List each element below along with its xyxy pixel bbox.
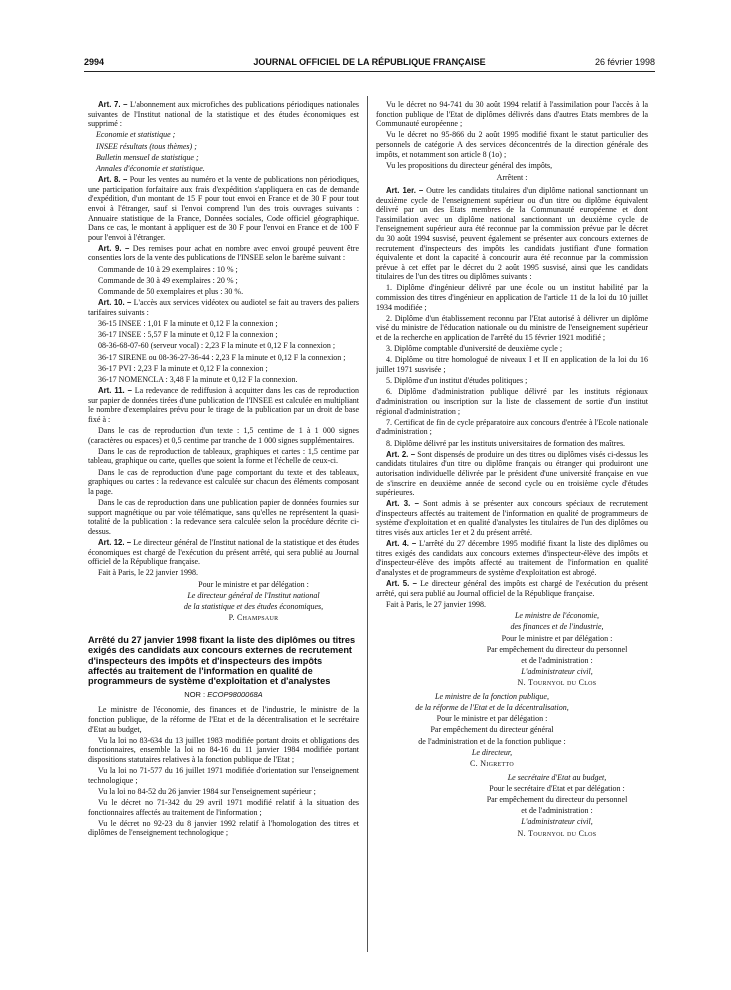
list-item: INSEE résultats (tous thèmes) ; [96,141,197,151]
list-item: 7. Certificat de fin de cycle préparatoire aux concours d'entrée à l'Ecole nationale d'administration ; [376,417,648,437]
left-column [88,100,359,960]
article-4: Art. 4. – L'arrêté du 27 décembre 1995 modifié fixant la liste des diplômes ou titres exigés des candidats aux concours externes d'inspecteur-élève des impôts et d'inspecteur-élève des impôts affecté au traitement de l'information en qualité d'analystes et de programmeurs de système d'exploitation est abrogé. [376,539,648,578]
visa: Vu le décret no 92-23 du 8 janvier 1992 relatif à l'homologation des titres et diplômes de l'enseignement technologique ; [88,818,359,838]
signature-line: Par empêchement du directeur du personnel [486,795,628,804]
header-rule [84,71,655,72]
article-10: Art. 10. – L'accès aux services vidéotex ou audiotel se fait au travers des paliers tarifaires suivants : [88,298,359,317]
article-label: Art. 2. – [386,449,416,459]
list-item: Economie et statistique ; [96,130,176,140]
article-label: Art. 12. – [98,538,132,547]
list-item: Bulletin mensuel de statistique ; [96,152,199,162]
page-header [84,57,655,71]
signature-block-economy [376,611,648,688]
visa: Vu la loi no 71-577 du 16 juillet 1971 modifiée d'orientation sur l'enseignement technologique ; [88,766,359,785]
list-item: 3. Diplôme comptable d'université de deuxième cycle ; [386,344,563,354]
article-label: Art. 11. – [98,386,132,396]
signature-line: de l'administration et de la fonction publique : [418,736,566,746]
list-item: 36-17 SIRENE ou 08-36-27-36-44 : 2,23 F la minute et 0,12 F la connexion ; [98,352,346,362]
preamble: Le ministre de l'économie, des finances et de l'industrie, le ministre de la fonction publique, de la réforme de l'Etat et de la décentralisation et le secrétaire d'Etat au budget, [88,705,359,734]
list-item: 08-36-68-07-60 (serveur vocal) : 2,23 F la minute et 0,12 F la connexion ; [98,341,336,351]
article-label: Art. 10. – [98,298,132,308]
issue-date: 26 février 1998 [594,57,655,67]
article-7: Art. 7. – L'abonnement aux microfiches des publications périodiques nationales suivantes de l'Institut national de la statistique et des études économiques est supprimé : [88,100,359,129]
paragraph: Dans le cas de reproduction dans une publication papier de données fournies sur support magnétique ou par voie télématique, sans qu'elles ne représentent la quasi-totalité de la publication : la redevance sera calculée selon la procédure décrite ci-dessus. [88,498,359,536]
list-item: 6. Diplôme d'administration publique délivré par les instituts régionaux d'administration ou inscription sur la liste de classement de sortie d'un institut régional d'administration ; [376,387,648,416]
signature-line: Le ministre de l'économie, [514,611,600,621]
signature-line: des finances et de l'industrie, [510,622,604,632]
paragraph: Dans le cas de reproduction d'un texte : 1,5 centime de 1 à 1 000 signes (caractères ou espaces) et 0,5 centime par tranche de 1 000 signes supplémentaires. [88,426,359,445]
paragraph: Dans le cas de reproduction d'une page comportant du texte et des tableaux, graphiques ou cartes : la redevance est calculée sur chacun des éléments composant la page. [88,467,359,496]
paragraph: Dans le cas de reproduction de tableaux, graphiques et cartes : 1,5 centime par tableau, graphique ou carte, quelles que soient la forme et l'échelle de ceux-ci. [88,446,359,466]
article-label: Art. 9. – [98,243,130,253]
article-label: Art. 3. – [386,499,419,509]
signatory-name: N. Tournyol du Clos [517,678,597,688]
list-item: 8. Diplôme délivré par les instituts universitaires de formation des maîtres. [386,438,626,448]
visa: Vu le décret no 71-342 du 29 avril 1971 modifié relatif à la situation des fonctionnaires affectés au traitement de l'information ; [88,798,359,817]
signature-line: Pour le ministre et par délégation : [198,579,309,589]
article-label: Art. 7. – [98,100,128,109]
arretent-heading: Arrêtent : [496,173,528,183]
article-label: Art. 4. – [386,539,417,549]
list-item: 36-17 NOMENCLA : 3,48 F la minute et 0,12 F la connexion. [98,374,298,384]
signature-line: et de l'administration : [521,806,593,816]
signature-line: Le secrétaire d'Etat au budget, [507,772,607,782]
nor-reference: NOR : ECOP9800068A [184,689,263,699]
signature-line: Le directeur général de l'Institut national [187,590,320,600]
article-5: Art. 5. – Le directeur général des impôts est chargé de l'exécution du présent arrêté, qui sera publié au Journal officiel de la République française. [376,579,648,598]
list-item: 36-17 PVI : 2,23 F la minute et 0,12 F la connexion ; [98,363,268,373]
signature-block-budget [376,773,648,839]
page-number: 2994 [84,57,105,67]
done-at: Fait à Paris, le 22 janvier 1998. [98,568,198,578]
signatory-name: N. Tournyol du Clos [517,828,597,838]
list-item: 5. Diplôme d'un institut d'études politiques ; [386,376,528,386]
list-item: 2. Diplôme d'un établissement reconnu par l'Etat autorisé à délivrer un diplôme visé du ministre de l'éducation nationale ou du ministre de l'enseignement supérieur et de la recherche en application de l'arrêté du 15 février 1921 modifié ; [376,313,648,343]
list-item: Annales d'économie et statistique. [96,163,205,173]
signature-line: de la statistique et des études économiques, [183,601,324,611]
visa: Vu le décret no 94-741 du 30 août 1994 relatif à l'assimilation pour l'accès à la fonction publique de l'Etat de diplômes délivrés dans d'autres Etats membres de la Communauté européenne ; [376,100,648,129]
right-column [376,100,648,960]
article-label: Art. 5. – [386,579,417,589]
signature-line: Pour le ministre et par délégation : [436,714,548,724]
article-12: Art. 12. – Le directeur général de l'Institut national de la statistique et des études économiques est chargé de l'exécution du présent arrêté, qui sera publié au Journal officiel de la République française. [88,538,359,567]
article-3: Art. 3. – Sont admis à se présenter aux concours spéciaux de recrutement d'inspecteurs affectés au traitement de l'information en qualité de programmeurs de système d'exploitation et en qualité d'analystes les titulaires de l'un des diplômes ou titres visés aux articles 1er et 2 du présent arrêté. [376,499,648,538]
article-8: Art. 8. – Pour les ventes au numéro et la vente de publications non périodiques, une participation forfaitaire aux frais d'expédition s'appliquera en cas de demande d'expédition, d'un montant de 15 F pour tout envoi en France et de 30 F pour tout envoi à l'étranger, sauf si l'envoi comprend l'un des trois ouvrages suivants : Annuaire statistique de la France, Données sociales, Code officiel géographique. Dans ce cas, le montant à appliquer est de 30 F pour l'envoi en France et de 100 F pour l'envoi à l'étranger. [88,175,359,242]
article-11: Art. 11. – La redevance de rediffusion à acquitter dans les cas de reproduction sur papier de données tirées d'une publication de l'INSEE est calculée en multipliant le nombre d'exemplaires prévu pour le tirage de la publication par un droit de base fixé à : [88,386,359,424]
journal-title: JOURNAL OFFICIEL DE LA RÉPUBLIQUE FRANÇAISE [253,57,486,67]
column-divider [367,96,368,952]
visa: Vu la loi no 83-634 du 13 juillet 1983 modifiée portant droits et obligations des fonctionnaires, ensemble la loi no 84-16 du 11 janvier 1984 modifiée portant dispositions statutaires relatives à la fonction publique de l'Etat ; [88,735,359,764]
signature-line: L'administrateur civil, [521,817,593,827]
signature-block-public-service [376,692,648,769]
signature-line: L'administrateur civil, [521,667,593,677]
signature-line: Par empêchement du directeur du personnel [486,644,628,654]
signature-line: de la réforme de l'Etat et de la décentralisation, [415,703,569,713]
article-2: Art. 2. – Sont dispensés de produire un des titres ou diplômes visés ci-dessus les candidats titulaires d'un titre ou diplôme français ou étranger qui produiront une autorisation individuelle délivrée par le président d'une université française en vue de s'inscrire en deuxième année de second cycle ou en troisième cycle d'études supérieures. [376,449,648,498]
article-9: Art. 9. – Des remises pour achat en nombre avec envoi groupé peuvent être consenties lors de la vente des publications de l'INSEE selon le barème suivant : [88,243,359,263]
list-item: Commande de 30 à 49 exemplaires : 20 % ; [98,275,238,285]
signature-line: Pour le secrétaire d'Etat et par délégation : [489,783,625,793]
list-item: 4. Diplôme ou titre homologué de niveaux I et II en application de la loi du 16 juillet 1971 susvisée ; [376,355,648,374]
visa: Vu les propositions du directeur général des impôts, [386,160,553,170]
decree-title: Arrêté du 27 janvier 1998 fixant la liste des diplômes ou titres exigés des candidats aux concours externes de recrutement d'inspecteurs des impôts et d'inspecteurs des impôts affectés au traitement de l'information en qualité de programmeurs de système d'exploitation et d'analystes [88,634,356,687]
signature-line: Pour le ministre et par délégation : [501,633,613,643]
signature-line: Par empêchement du directeur général [430,725,554,735]
article-1: Art. 1er. – Outre les candidats titulaires d'un diplôme national sanctionnant un deuxième cycle de l'enseignement supérieur ou d'un titre ou diplôme équivalent délivré par un des Etats membres de la Communauté européenne et dont l'assimilation avec un diplôme national sanctionnant un deuxième cycle de l'enseignement supérieur aura été reconnue par la commission prévue par le décret du 30 août 1994 susvisé, peuvent également se présenter aux concours externes de recrutement d'inspecteurs des impôts les candidats justifiant d'une formation équivalente et dont la capacité à concourir aura été reconnue par la commission prévue à cet effet par le décret du 2 août 1995 susvisé, ainsi que les candidats titulaires de l'un des titres ou diplômes suivants : [376,185,648,282]
signature-line: Le directeur, [471,747,513,757]
visa: Vu la loi no 84-52 du 26 janvier 1984 sur l'enseignement supérieur ; [98,786,316,796]
visa: Vu le décret no 95-866 du 2 août 1995 modifié fixant le statut particulier des personnels de catégorie A des services déconcentrés de la direction générale des impôts, et notamment son article 8 (1o) ; [376,130,648,159]
list-item: Commande de 10 à 29 exemplaires : 10 % ; [98,264,238,274]
list-item: 1. Diplôme d'ingénieur délivré par une école ou un institut habilité par la commission des titres d'ingénieur en application de l'article 11 de la loi du 10 juillet 1934 modifiée ; [376,283,648,312]
signature-line: et de l'administration : [521,655,593,665]
article-label: Art. 8. – [98,175,128,185]
list-item: Commande de 50 exemplaires et plus : 30 %. [98,287,244,297]
article-label: Art. 1er. – [386,185,424,195]
signatory-name: P. Champsaur [228,613,279,623]
done-at: Fait à Paris, le 27 janvier 1998. [386,600,486,609]
list-item: 36-17 INSEE : 5,57 F la minute et 0,12 F la connexion ; [98,330,278,340]
signature-line: Le ministre de la fonction publique, [435,691,549,701]
list-item: 36-15 INSEE : 1,01 F la minute et 0,12 F la connexion ; [98,319,278,328]
signatory-name: C. Nigretto [470,759,514,769]
